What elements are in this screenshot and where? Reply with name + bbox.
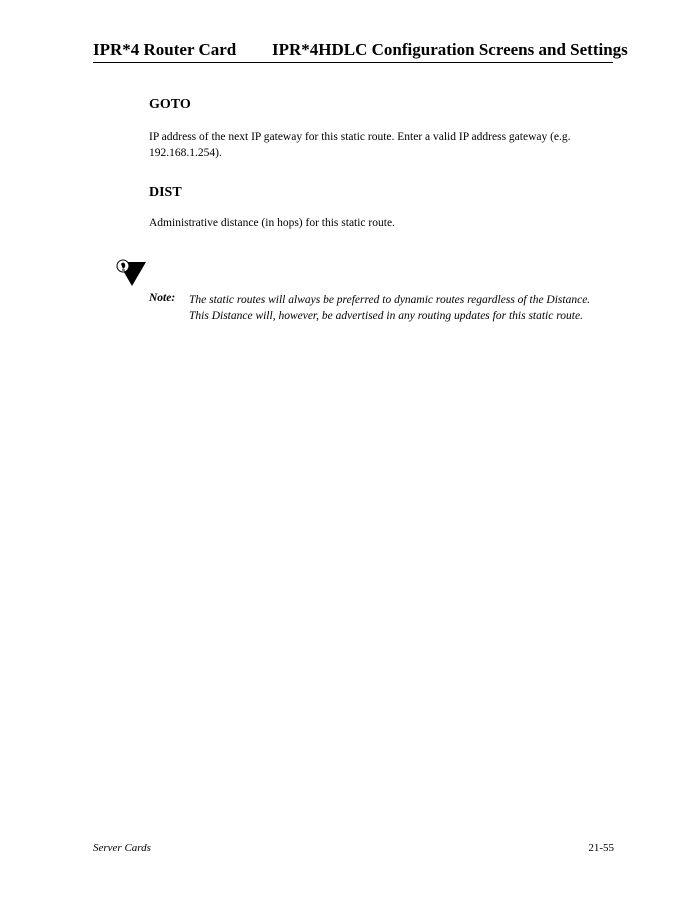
- section-text-dist: Administrative distance (in hops) for this static route.: [149, 217, 395, 229]
- footer-page-number: 21-55: [588, 842, 614, 854]
- note-icon: [112, 258, 148, 288]
- header-section-title: IPR*4 Router Card: [93, 40, 237, 59]
- section-text-goto: IP address of the next IP gateway for this static route. Enter a valid IP address gateway (e.g. 192.168.1.254).: [149, 131, 571, 159]
- header-rule: [93, 62, 613, 63]
- section-heading-dist: DIST: [149, 185, 182, 200]
- section-heading-goto: GOTO: [149, 97, 191, 112]
- header-chapter-title: IPR*4HDLC Configuration Screens and Settings: [272, 40, 628, 59]
- footer-book-title: Server Cards: [93, 842, 151, 854]
- note-text: The static routes will always be preferred to dynamic routes regardless of the Distance. This Distance will, however, be advertised in any routing updates for this static route.: [189, 294, 591, 322]
- note-label: Note:: [149, 292, 176, 304]
